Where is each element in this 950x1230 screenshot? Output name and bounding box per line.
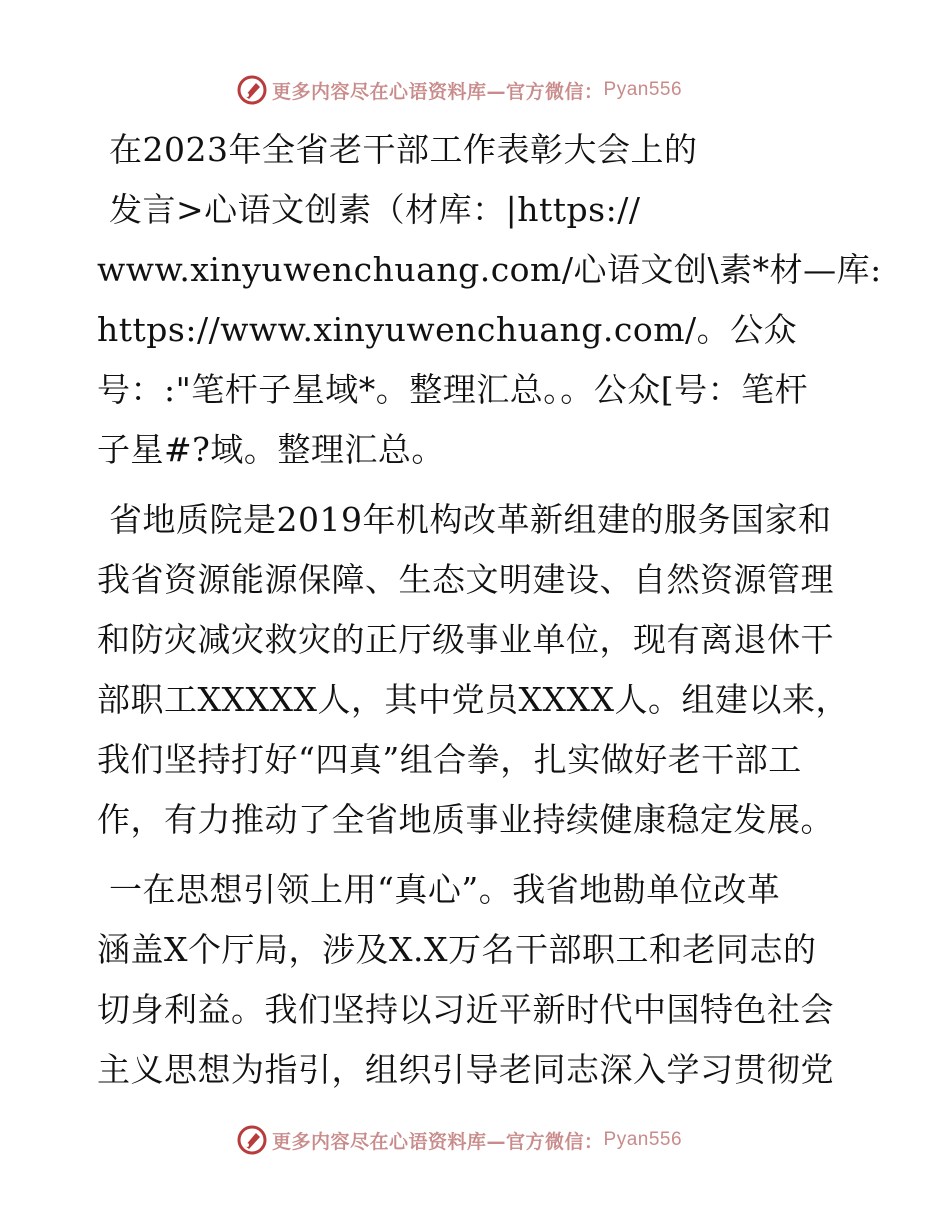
paragraph-line: 我们坚持打好“四真”组合拳，扎实做好老干部工 bbox=[97, 740, 802, 779]
paragraph-1 bbox=[97, 490, 857, 850]
footer-banner-contact: Pyan556 bbox=[603, 1129, 683, 1150]
title-line: 发言>心语文创素（材库：|https:// bbox=[109, 190, 641, 229]
paragraph-line: 我省资源能源保障、生态文明建设、自然资源管理 bbox=[97, 560, 834, 599]
footer-banner-text: 更多内容尽在心语资料库—官方微信： bbox=[272, 1130, 604, 1153]
paragraph-line: 一在思想引领上用“真心”。我省地勘单位改革 bbox=[109, 870, 781, 909]
paragraph-line: 省地质院是2019年机构改革新组建的服务国家和 bbox=[109, 500, 832, 539]
header-banner bbox=[236, 72, 682, 108]
paragraph-line: 涵盖X个厅局，涉及X.X万名干部职工和老同志的 bbox=[97, 930, 817, 969]
footer-banner bbox=[236, 1122, 682, 1158]
paragraph-line: 作，有力推动了全省地质事业持续健康稳定发展。 bbox=[97, 800, 834, 839]
document-title-block bbox=[97, 120, 882, 480]
pen-nib-logo-icon bbox=[236, 1124, 268, 1156]
title-line: 在2023年全省老干部工作表彰大会上的 bbox=[109, 130, 698, 169]
paragraph-line: 和防灾减灾救灾的正厅级事业单位，现有离退休干 bbox=[97, 620, 834, 659]
paragraph-2 bbox=[97, 860, 857, 1100]
title-line: 子星#?域。整理汇总。 bbox=[97, 430, 445, 469]
title-line: www.xinyuwenchuang.com/心语文创\素*材—库: bbox=[97, 250, 882, 289]
paragraph-line: 部职工XXXXX人，其中党员XXXX人。组建以来， bbox=[97, 680, 849, 719]
document-body bbox=[97, 120, 882, 1100]
header-banner-contact: Pyan556 bbox=[603, 79, 683, 100]
paragraph-line: 切身利益。我们坚持以习近平新时代中国特色社会 bbox=[97, 990, 834, 1029]
paragraph-line: 主义思想为指引，组织引导老同志深入学习贯彻党 bbox=[97, 1050, 834, 1089]
pen-nib-logo-icon bbox=[236, 74, 268, 106]
title-line: 号：:"笔杆子星域*。整理汇总。。公众[号：笔杆 bbox=[97, 370, 809, 409]
header-banner-text: 更多内容尽在心语资料库—官方微信： bbox=[272, 80, 604, 103]
title-line: https://www.xinyuwenchuang.com/。公众 bbox=[97, 310, 798, 349]
